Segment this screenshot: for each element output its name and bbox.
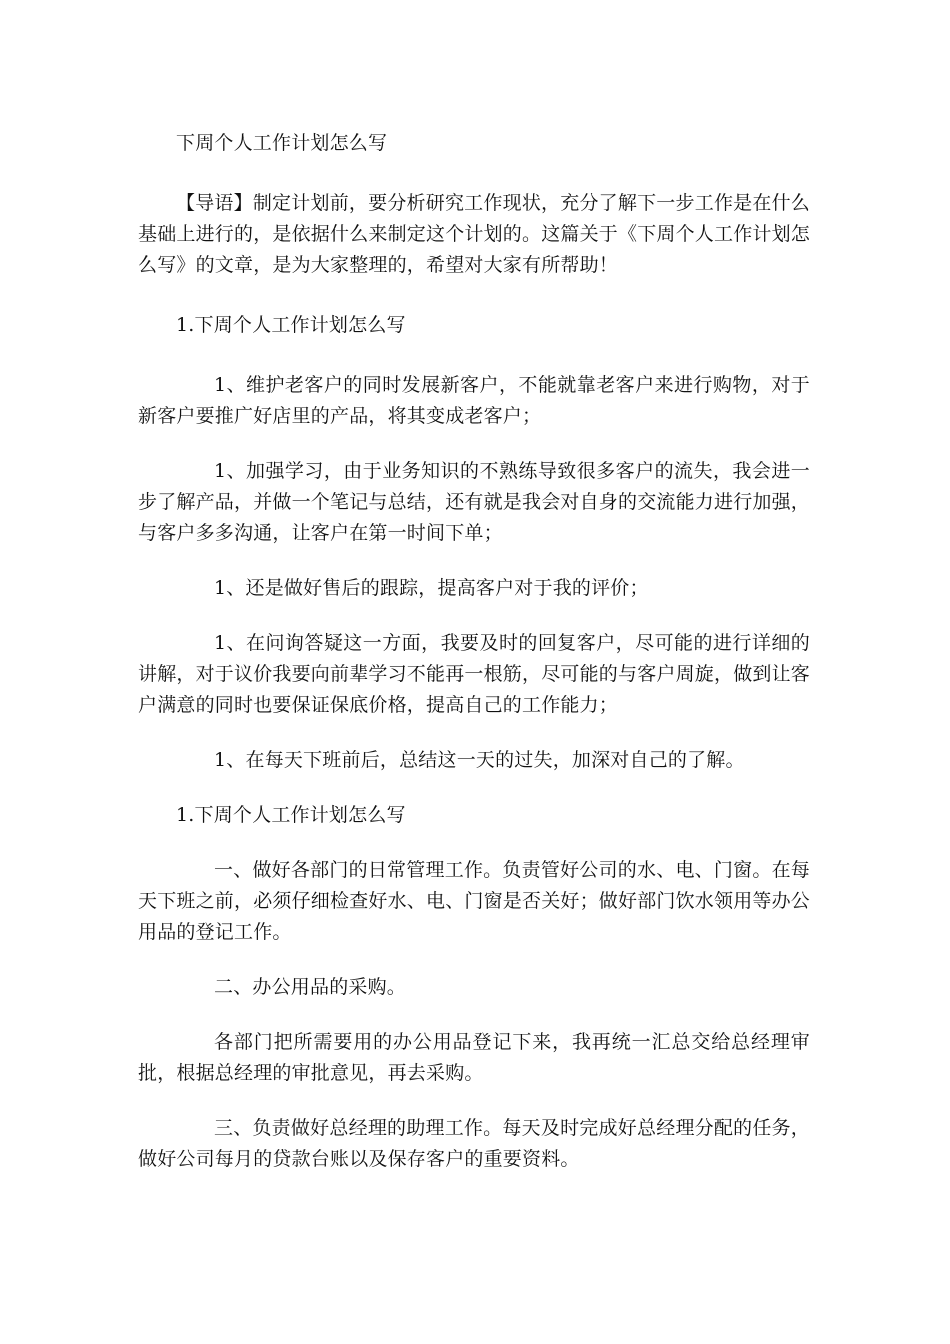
section-heading-2: 1.下周个人工作计划怎么写	[176, 804, 406, 826]
document-body	[138, 128, 810, 1175]
section-2-item: 三、负责做好总经理的助理工作。每天及时完成好总经理分配的任务，做好公司每月的贷款台账以及保存客户的重要资料。	[138, 1117, 810, 1170]
section-1-item: 1、加强学习，由于业务知识的不熟练导致很多客户的流失，我会进一步了解产品，并做一个笔记与总结，还有就是我会对自身的交流能力进行加强，与客户多多沟通，让客户在第一时间下单；	[138, 460, 811, 544]
section-2-item: 二、办公用品的采购。	[214, 976, 407, 998]
document-title: 下周个人工作计划怎么写	[176, 132, 388, 154]
section-heading-1: 1.下周个人工作计划怎么写	[176, 314, 406, 336]
section-1-item: 1、在问询答疑这一方面，我要及时的回复客户，尽可能的进行详细的讲解，对于议价我要向前辈学习不能再一根筋，尽可能的与客户周旋，做到让客户满意的同时也要保证保底价格，提高自己的工作能力；	[138, 632, 811, 716]
section-2-item: 一、做好各部门的日常管理工作。负责管好公司的水、电、门窗。在每天下班之前，必须仔细检查好水、电、门窗是否关好；做好部门饮水领用等办公用品的登记工作。	[138, 859, 811, 943]
section-1-item: 1、在每天下班前后，总结这一天的过失，加深对自己的了解。	[214, 749, 745, 771]
section-1-item: 1、还是做好售后的跟踪，提高客户对于我的评价；	[214, 577, 649, 599]
section-1-item: 1、维护老客户的同时发展新客户，不能就靠老客户来进行购物，对于新客户要推广好店里的产品，将其变成老客户；	[138, 374, 810, 427]
section-2-item: 各部门把所需要用的办公用品登记下来，我再统一汇总交给总经理审批，根据总经理的审批意见，再去采购。	[138, 1031, 810, 1084]
intro-paragraph: 【导语】制定计划前，要分析研究工作现状，充分了解下一步工作是在什么基础上进行的，是依据什么来制定这个计划的。这篇关于《下周个人工作计划怎么写》的文章，是为大家整理的，希望对大家有所帮助！	[138, 192, 811, 276]
